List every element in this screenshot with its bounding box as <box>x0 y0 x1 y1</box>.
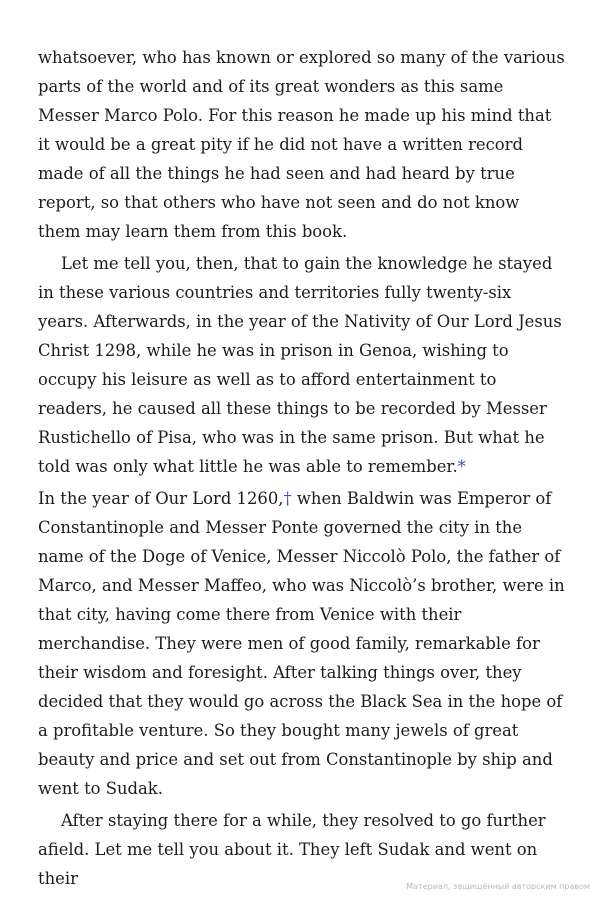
footnote-dagger-link[interactable]: † <box>283 489 292 508</box>
paragraph-2 <box>38 249 566 481</box>
paragraph-2-text: Let me tell you, then, that to gain the knowledge he stayed in these various countries and territories fully twenty-six years. Afterwards, in the year of the Nativity of Our Lord Jesus Christ 1298, while he was in prison in Genoa, wishing to occupy his leisure as well as to afford entertainment to readers, he caused all these things to be recorded by Messer Rustichello of Pisa, who was in the same prison. But what he told was only what little he was able to remember. <box>38 254 562 476</box>
paragraph-3-text-before: In the year of Our Lord 1260, <box>38 489 284 508</box>
footnote-asterisk-link[interactable]: * <box>457 457 466 476</box>
paragraph-4-text: After staying there for a while, they resolved to go further afield. Let me tell you about it. They left Sudak and went on their <box>38 811 546 888</box>
book-page <box>38 43 566 893</box>
paragraph-3 <box>38 484 566 803</box>
paragraph-3-text-after: when Baldwin was Emperor of Constantinople and Messer Ponte governed the city in the name of the Doge of Venice, Messer Niccolò Polo, the father of Marco, and Messer Maffeo, who was Niccolò’s brother, were in that city, having come there from Venice with their merchandise. They were men of good family, remarkable for their wisdom and foresight. After talking things over, they decided that they would go across the Black Sea in the hope of a profitable venture. So they bought many jewels of great beauty and price and set out from Constantinople by ship and went to Sudak. <box>38 489 565 798</box>
paragraph-1-text: whatsoever, who has known or explored so many of the various parts of the world and of its great wonders as this same Messer Marco Polo. For this reason he made up his mind that it would be a great pity if he did not have a written record made of all the things he had seen and had heard by true report, so that others who have not seen and do not know them may learn them from this book. <box>38 48 565 241</box>
paragraph-1 <box>38 43 566 246</box>
paragraph-4 <box>38 806 566 893</box>
copyright-watermark: Материал, защищённый авторским правом <box>406 882 590 891</box>
